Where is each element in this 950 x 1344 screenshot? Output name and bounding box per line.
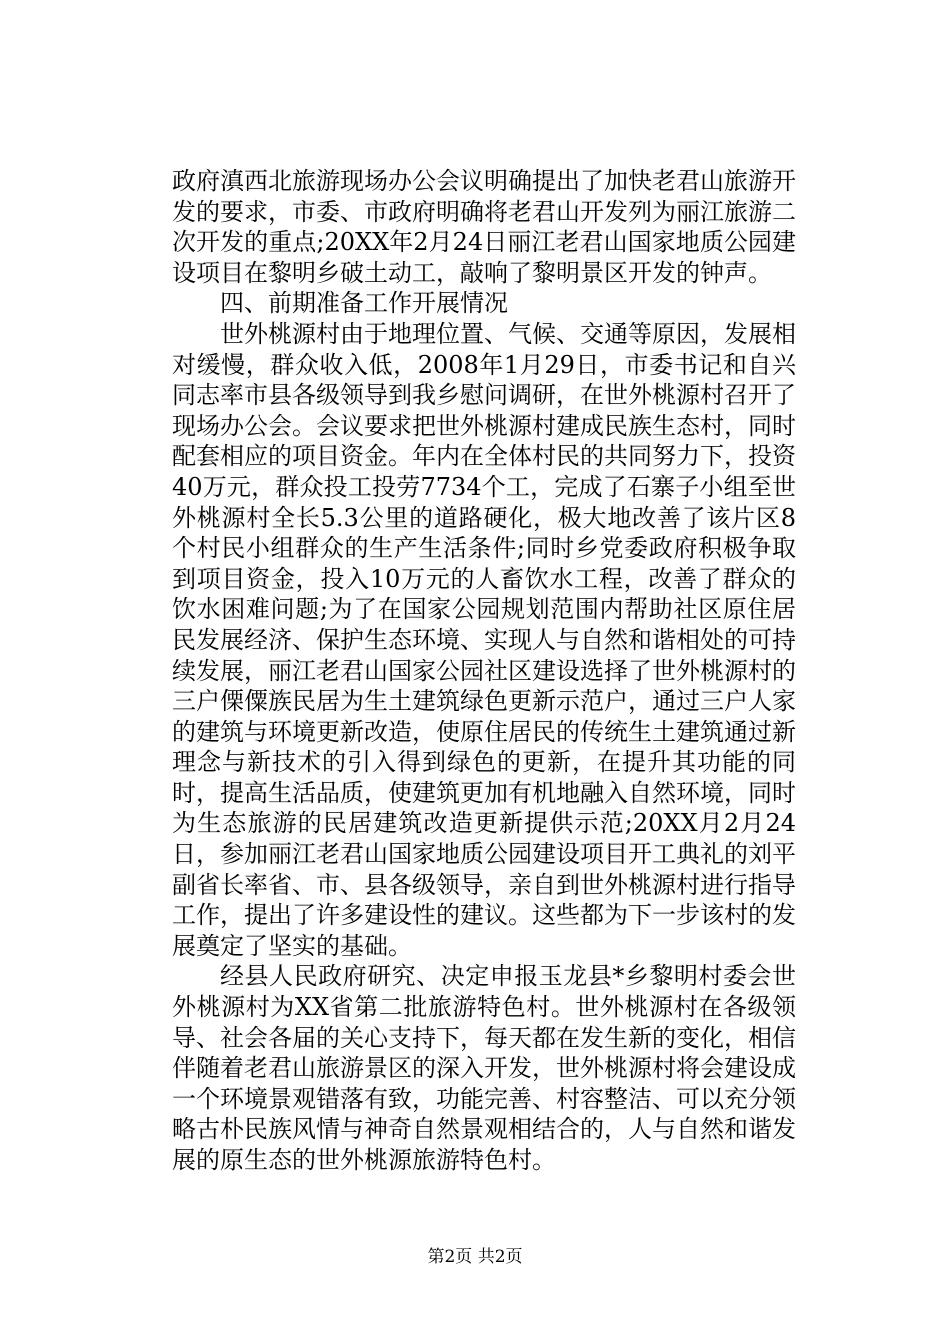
paragraph-continuation: 政府滇西北旅游现场办公会议明确提出了加快老君山旅游开发的要求，市委、市政府明确将老君山开发列为丽江旅游二次开发的重点;20XX年2月24日丽江老君山国家地质公园建设项目在黎明乡破土动工，敲响了黎明景区开发的钟声。 bbox=[172, 167, 796, 287]
paragraph-application: 经县人民政府研究、决定申报玉龙县*乡黎明村委会世外桃源村为XX省第二批旅游特色村。世外桃源村在各级领导、社会各届的关心支持下，每天都在发生新的变化，相信伴随着老君山旅游景区的深入开发，世外桃源村将会建设成一个环境景观错落有致，功能完善、村容整洁、可以充分领略古朴民族风情与神奇自然景观相结合的，人与自然和谐发展的原生态的世外桃源旅游特色村。 bbox=[172, 962, 796, 1174]
paragraph-preparation-work: 世外桃源村由于地理位置、气候、交通等原因，发展相对缓慢，群众收入低，2008年1月29日，市委书记和自兴同志率市县各级领导到我乡慰问调研，在世外桃源村召开了现场办公会。会议要求把世外桃源村建成民族生态村，同时配套相应的项目资金。年内在全体村民的共同努力下，投资40万元，群众投工投劳7734个工，完成了石寨子小组至世外桃源村全长5.3公里的道路硬化，极大地改善了该片区8个村民小组群众的生产生活条件;同时乡党委政府积极争取到项目资金，投入10万元的人畜饮水工程，改善了群众的饮水困难问题;为了在国家公园规划范围内帮助社区原住居民发展经济、保护生态环境、实现人与自然和谐相处的可持续发展，丽江老君山国家公园社区建设选择了世外桃源村的三户傈僳族民居为生土建筑绿色更新示范户，通过三户人家的建筑与环境更新改造，使原住居民的传统生土建筑通过新理念与新技术的引入得到绿色的更新，在提升其功能的同时，提高生活品质，使建筑更加有机地融入自然环境，同时为生态旅游的民居建筑改造更新提供示范;20XX月2月24日，参加丽江老君山国家地质公园建设项目开工典礼的刘平副省长率省、市、县各级领导，亲自到世外桃源村进行指导工作，提出了许多建设性的建议。这些都为下一步该村的发展奠定了坚实的基础。 bbox=[172, 319, 796, 960]
document-body bbox=[172, 166, 796, 1176]
page-footer bbox=[0, 1246, 950, 1268]
page-number: 第2页 共2页 bbox=[427, 1247, 523, 1267]
section-heading: 四、前期准备工作开展情况 bbox=[220, 289, 508, 318]
